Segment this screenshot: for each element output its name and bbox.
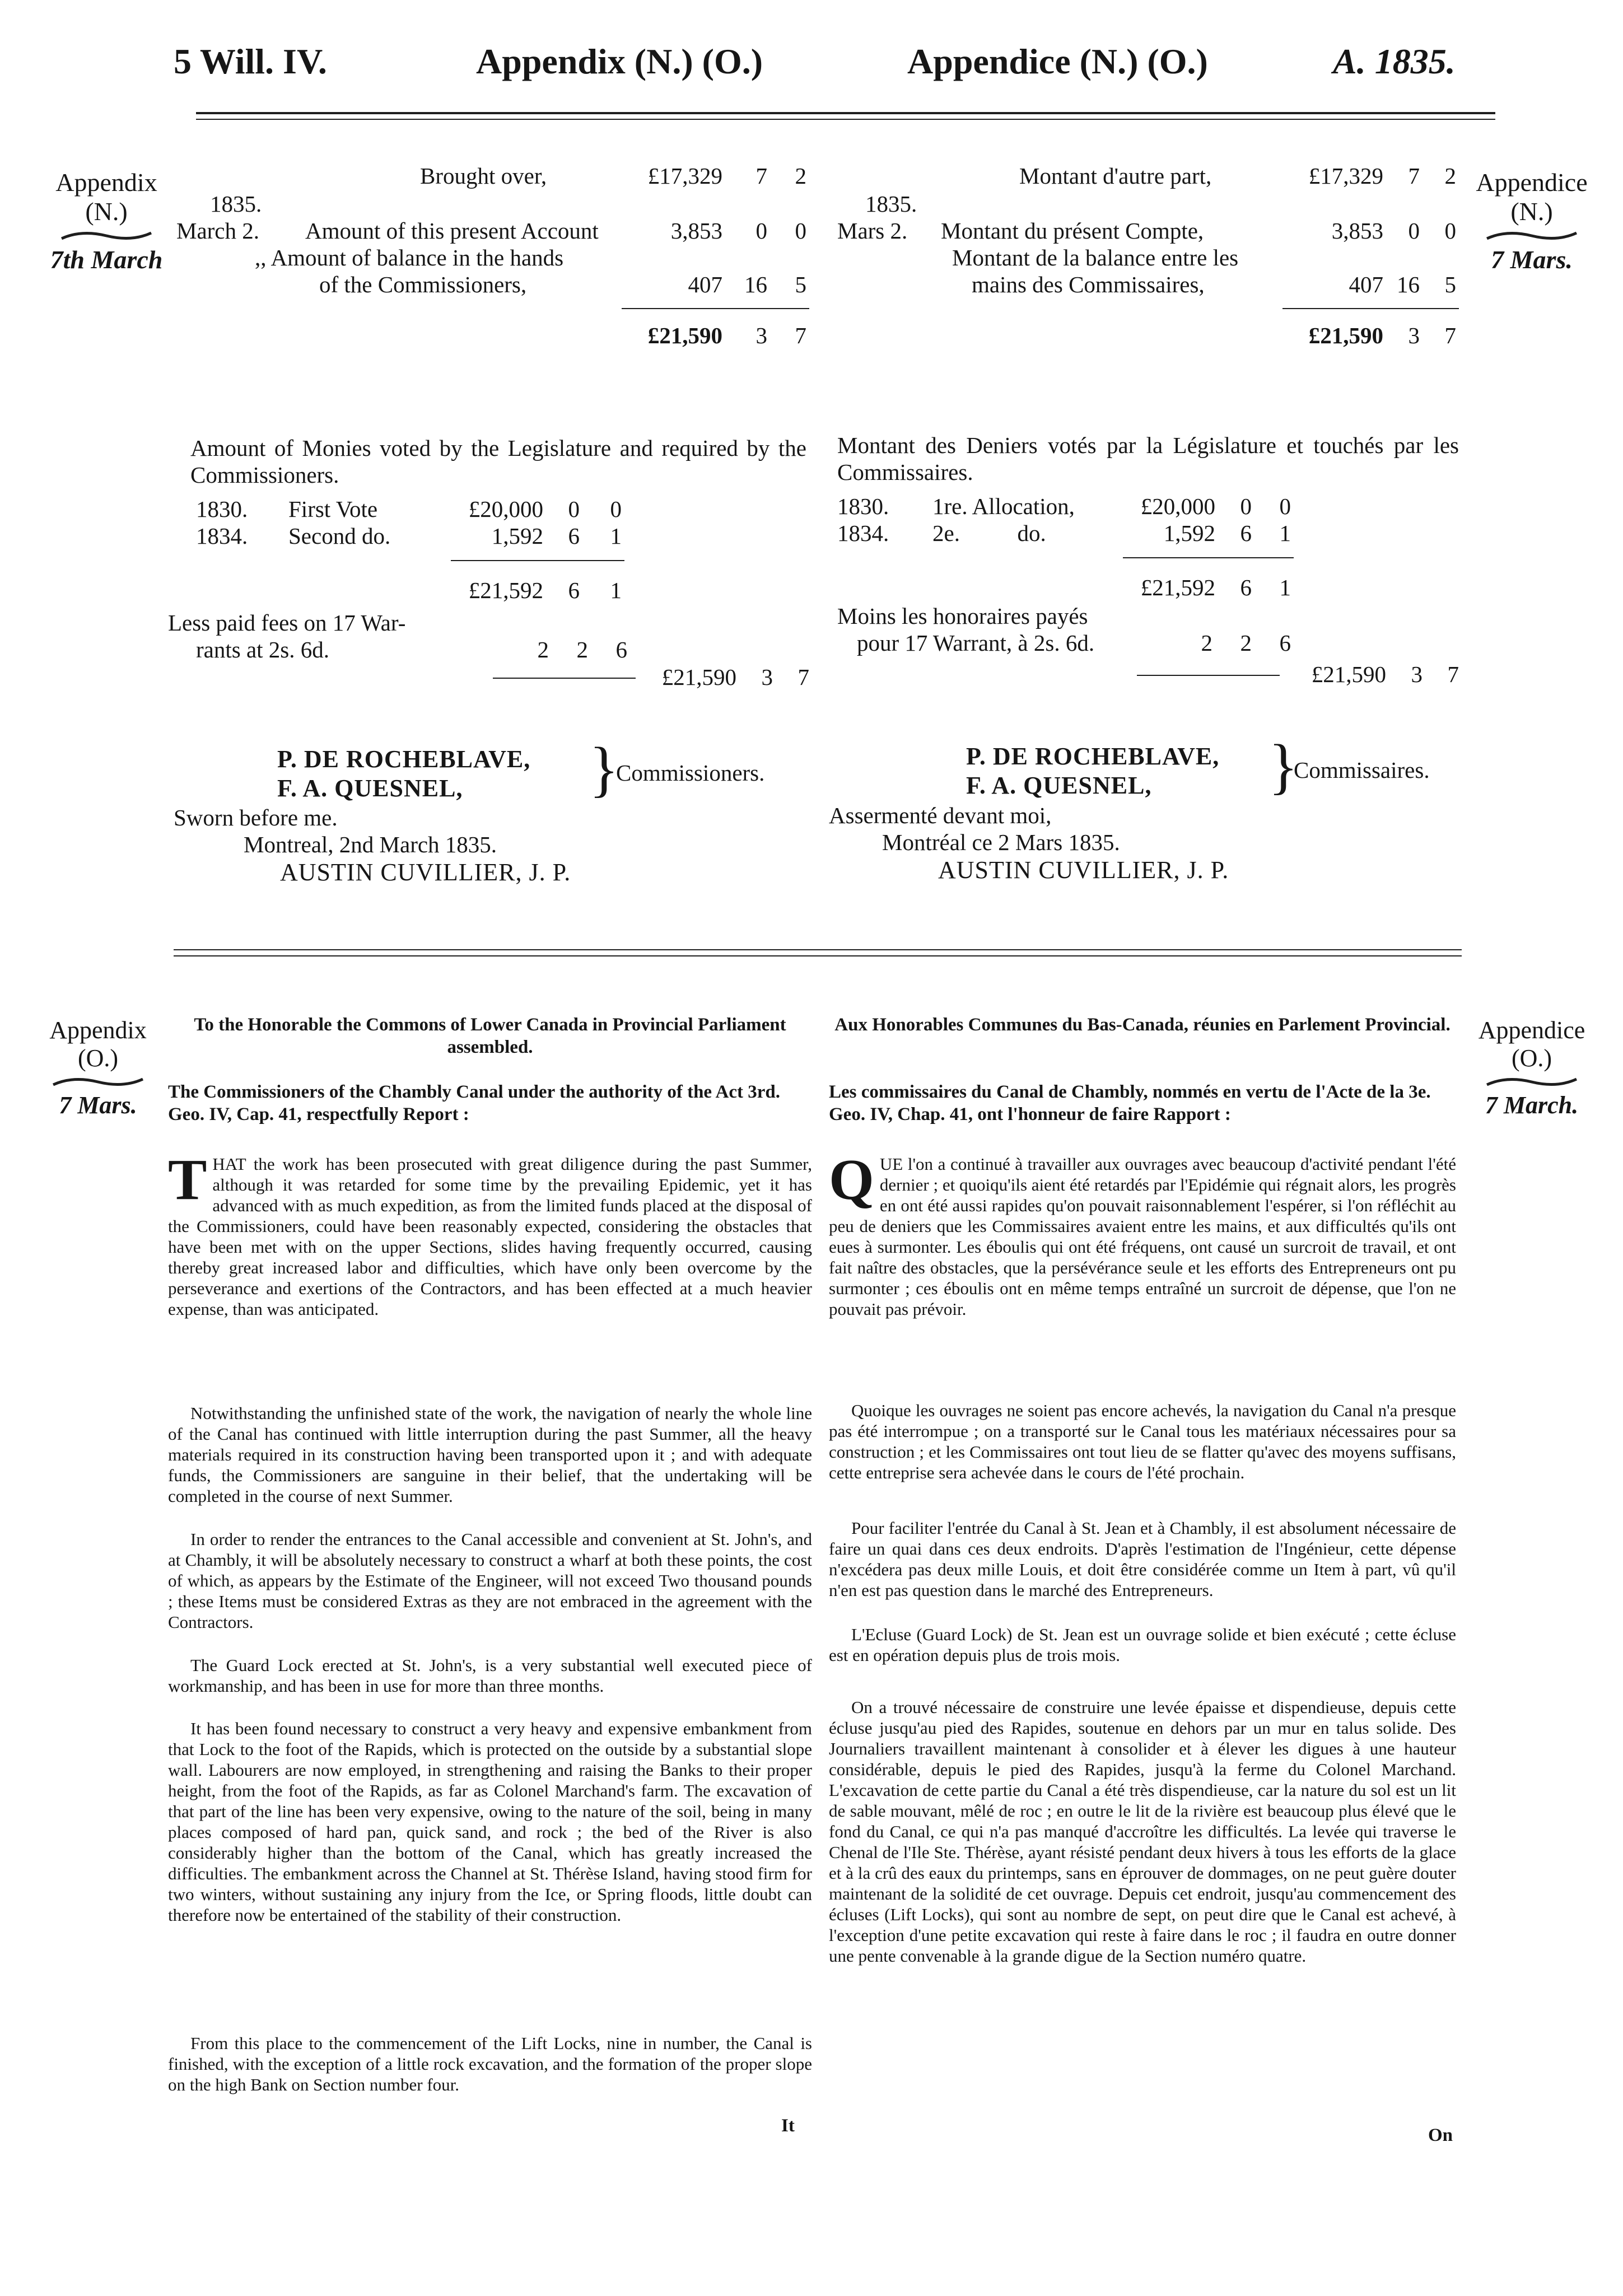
- amount-pence: 2: [795, 163, 806, 189]
- amount-pounds: 407: [1349, 272, 1383, 297]
- vote-pounds: 1,592: [491, 523, 543, 549]
- report-paragraph-2: Quoique les ouvrages ne soient pas encore achevés, la navigation du Canal n'a presque pas été interrompue ; on a transporté sur le Canal tous les matériaux nécessaires pour sa construction ; et les Commissaires ont tout lieu de se flatter qu'avec des moyens suffisans, cette entreprise sera achevée dans le cours de l'été prochain.: [829, 1401, 1456, 1482]
- account-year: 1835.: [210, 191, 262, 217]
- place-date: Montréal ce 2 Mars 1835.: [882, 829, 1120, 855]
- amount-pounds: 3,853: [670, 218, 722, 244]
- signer-rocheblave: P. DE ROCHEBLAVE,: [966, 743, 1220, 770]
- subtotal-shillings: 6: [568, 577, 580, 603]
- net-pounds: £21,590: [1311, 661, 1386, 687]
- margin-letter: (N.): [85, 197, 128, 226]
- brace-icon: }: [589, 735, 619, 803]
- fees-pounds: 2: [1201, 630, 1212, 656]
- vote-shillings: 0: [1240, 493, 1252, 519]
- justice-of-peace: AUSTIN CUVILLIER, J. P.: [938, 856, 1229, 884]
- vote-label: First Vote: [288, 496, 378, 522]
- fees-shillings: 2: [1240, 630, 1252, 656]
- justice-of-peace: AUSTIN CUVILLIER, J. P.: [280, 858, 571, 886]
- report-intro: Les commissaires du Canal de Chambly, nommés en vertu de l'Acte de la 3e. Geo. IV, Chap. 41, ont l'honneur de faire Rapport :: [829, 1082, 1431, 1124]
- report-intro: The Commissioners of the Chambly Canal under the authority of the Act 3rd. Geo. IV, Cap. 41, respectfully Report :: [168, 1082, 780, 1124]
- less-fees-label: Less paid fees on 17 War-: [168, 610, 406, 636]
- margin-note-n-right: [1456, 168, 1607, 274]
- report-title: To the Honorable the Commons of Lower Canada in Provincial Parliament assembled.: [194, 1015, 786, 1057]
- amount-pence: 0: [1444, 218, 1456, 244]
- vote-pounds: 1,592: [1163, 520, 1215, 546]
- header-year: A. 1835.: [1333, 41, 1456, 81]
- net-pence: 7: [797, 664, 809, 690]
- amount-pence: 0: [795, 218, 806, 244]
- ornament-swash-icon: [59, 230, 154, 242]
- balance-label-cont: mains des Commissaires,: [972, 272, 1205, 297]
- monies-heading: Montant des Deniers votés par la Législature et touchés par les Commissaires.: [837, 432, 1459, 485]
- header-rule: [196, 112, 1495, 114]
- vote-pence: 0: [610, 496, 622, 522]
- total-pounds: £21,590: [1308, 323, 1383, 348]
- report-paragraph-5: It has been found necessary to construct a very heavy and expensive embankment from that Lock to the foot of the Rapids, which is protected on the outside by a substantial slope wall. Labourers are now employed, in strengthening and raising the Banks to their proper height, from the foot of the Rapids, as far as Colonel Marchand's farm. The excavation of that part of the line has been very expensive, owing to the nature of the soil, being in many places composed of hard pan, quick sand, and rock ; the bed of the River is also considerably higher than the bottom of the Canal, which has greatly increased the difficulties. The embankment across the Channel at St. Thérèse Island, having stood firm for two winters, without sustaining any injury from the Ice, or Spring floods, little doubt can therefore now be entertained of the stability of their construction.: [168, 1719, 812, 1925]
- report-paragraph-1: [168, 1147, 812, 1319]
- fees-pence: 6: [615, 637, 627, 662]
- margin-date: 7 March.: [1485, 1091, 1579, 1119]
- amount-pounds: £17,329: [1308, 163, 1383, 189]
- catchword: On: [1428, 2125, 1453, 2145]
- sworn-label: Assermenté devant moi,: [829, 802, 1052, 828]
- header-rule-thin: [196, 119, 1495, 120]
- ornament-swash-icon: [1484, 230, 1579, 242]
- subtotal-pounds: £21,592: [468, 577, 543, 603]
- account-date: March 2.: [176, 218, 260, 244]
- vote-pounds: £20,000: [468, 496, 543, 522]
- margin-label: Appendix: [55, 168, 157, 197]
- report-paragraph-4: The Guard Lock erected at St. John's, is a very substantial well executed piece of workmanship, and has been in use for more than three months.: [168, 1655, 812, 1696]
- vote-shillings: 6: [568, 523, 580, 549]
- total-shillings: 3: [755, 323, 767, 348]
- section-rule: [174, 949, 1462, 950]
- less-fees-label-cont: pour 17 Warrant, à 2s. 6d.: [857, 630, 1095, 656]
- vote-year: 1834.: [837, 520, 889, 546]
- total-shillings: 3: [1408, 323, 1420, 348]
- net-pounds: £21,590: [661, 664, 736, 690]
- report-title: Aux Honorables Communes du Bas-Canada, réunies en Parlement Provincial.: [834, 1015, 1451, 1035]
- catchword: It: [781, 2116, 795, 2136]
- amount-pounds: 3,853: [1331, 218, 1383, 244]
- total-pence: 7: [1444, 323, 1456, 348]
- report-paragraph-2: Notwithstanding the unfinished state of the work, the navigation of nearly the whole line of the Canal has continued with little interruption during the past Summer, all the heavy materials required in its construction having been transported upon it ; and with adequate funds, the Commissioners are sanguine in their belief, that the undertaking will be completed in the course of next Summer.: [168, 1403, 812, 1506]
- subtotal-pounds: £21,592: [1140, 575, 1215, 600]
- sum-rule: [1282, 308, 1459, 309]
- amount-pounds: £17,329: [647, 163, 722, 189]
- ornament-swash-icon: [50, 1076, 146, 1088]
- brought-over-label: Montant d'autre part,: [1019, 163, 1212, 189]
- sum-rule: [622, 308, 809, 309]
- balance-label-cont: of the Commissioners,: [319, 272, 527, 297]
- total-pence: 7: [795, 323, 806, 348]
- balance-label: Montant de la balance entre les: [952, 245, 1239, 270]
- subtotal-pence: 1: [610, 577, 622, 603]
- vote-label: 1re. Allocation,: [932, 493, 1075, 519]
- drop-cap: T: [168, 1147, 207, 1212]
- header-reign: 5 Will. IV.: [174, 41, 327, 81]
- drop-cap: Q: [829, 1147, 874, 1212]
- paragraph-text: HAT the work has been prosecuted with great diligence during the past Summer, although it was retarded for some time by the prevailing Epidemic, yet it has advanced with as much expedition, as from the limited funds placed at the disposal of the Commissioners, could have been reasonably expected, considering the obstacles that have been met with on the upper Sections, slides having frequently occurred, causing thereby great increased labor and difficulties, which have only been overcome by the perseverance and exertions of the Contractors, and has been effected at a much heavier expense, than was anticipated.: [168, 1154, 812, 1319]
- report-paragraph-3: In order to render the entrances to the Canal accessible and convenient at St. John's, and at Chambly, it will be absolutely necessary to construct a wharf at both these points, the cost of which, as appears by the Estimate of the Engineer, will not exceed Two thousand pounds ; these Items must be considered Extras as they are not embraced in the agreement with the Contractors.: [168, 1529, 812, 1632]
- present-account-label: Amount of this present Account: [305, 218, 599, 244]
- margin-letter: (O.): [77, 1044, 119, 1072]
- margin-date: 7 Mars.: [59, 1091, 137, 1119]
- sum-rule: [1123, 557, 1294, 558]
- report-paragraph-1: [829, 1147, 1456, 1319]
- paragraph-text: UE l'on a continué à travailler aux ouvrages avec beaucoup d'activité pendant l'été dernier ; et quoiqu'ils aient été retardés par l'Epidémie qui régnait alors, les progrès en ont été aussi rapides qu'on pouvait raisonnablement l'espérer, si l'on réfléchit au peu de deniers que les Commissaires avaient entre les mains, et aux difficultés qu'ils ont eues à surmonter. Les éboulis qui ont été fréquens, ont causé un surcroit de travail, et ont fait naître des obstacles, que la persévérance seule et les efforts des Entrepreneurs ont pu surmonter ; ces éboulis ont en même temps entraîné un surcroit de dépense, que l'on ne pouvait pas prévoir.: [829, 1154, 1456, 1319]
- amount-pounds: 407: [688, 272, 722, 297]
- amount-shillings: 7: [755, 163, 767, 189]
- margin-letter: (O.): [1511, 1044, 1552, 1072]
- header-appendix-fr: Appendice (N.) (O.): [907, 41, 1208, 81]
- ornament-swash-icon: [1484, 1076, 1579, 1088]
- amount-pence: 5: [1444, 272, 1456, 297]
- net-shillings: 3: [761, 664, 773, 690]
- vote-year: 1834.: [196, 523, 248, 549]
- net-pence: 7: [1447, 661, 1459, 687]
- subtotal-pence: 1: [1279, 575, 1291, 600]
- signer-role: Commissaires.: [1294, 757, 1430, 783]
- margin-label: Appendice: [1478, 1016, 1585, 1044]
- signer-quesnel: F. A. QUESNEL,: [277, 774, 463, 802]
- signer-role: Commissioners.: [616, 760, 765, 786]
- margin-date: 7 Mars.: [1491, 245, 1573, 274]
- report-paragraph-6: From this place to the commencement of the Lift Locks, nine in number, the Canal is finished, with the exception of a little rock excavation, and the formation of the proper slope on the high Bank on Section number four.: [168, 2033, 812, 2094]
- amount-pence: 5: [795, 272, 806, 297]
- amount-pence: 2: [1444, 163, 1456, 189]
- monies-heading: Amount of Monies voted by the Legislature and required by the Commissioners.: [190, 435, 806, 488]
- vote-pence: 1: [610, 523, 622, 549]
- margin-letter: (N.): [1510, 197, 1553, 226]
- amount-shillings: 0: [755, 218, 767, 244]
- margin-note-n-left: [34, 168, 179, 274]
- vote-shillings: 6: [1240, 520, 1252, 546]
- margin-label: Appendice: [1476, 168, 1588, 197]
- less-fees-label-cont: rants at 2s. 6d.: [196, 637, 329, 662]
- margin-note-o-left: [28, 1016, 168, 1119]
- less-fees-label: Moins les honoraires payés: [837, 603, 1088, 629]
- vote-pounds: £20,000: [1140, 493, 1215, 519]
- brought-over-label: Brought over,: [420, 163, 547, 189]
- vote-year: 1830.: [837, 493, 889, 519]
- net-shillings: 3: [1411, 661, 1423, 687]
- vote-pence: 1: [1279, 520, 1291, 546]
- account-year: 1835.: [865, 191, 917, 217]
- account-date: Mars 2.: [837, 218, 908, 244]
- report-paragraph-5: On a trouvé nécessaire de construire une levée épaisse et dispendieuse, depuis cette écluse jusqu'au pied des Rapides, soutenue en dehors par un mur en talus solide. Des Journaliers travaillent maintenant à consolider et à élever les digues à une hauteur considérable, depuis le pied des Rapides, jusqu'à la ferme du Colonel Marchand. L'excavation de cette partie du Canal a été très dispendieuse, car la nature du sol est un lit de sable mouvant, mêlé de roc ; en outre le lit de la rivière est beaucoup plus élevé que le fond du Canal, ce qui n'a pas manqué d'accroître les difficultés. La levée qui traverse le Chenal de l'Ile Ste. Thérèse, ayant résisté pendant deux hivers à tous les efforts de la glace et à la crû des eaux du printemps, sans en éprouver de dommages, on ne peut guère douter maintenant de la solidité de cet ouvrage. Depuis cet endroit, jusqu'au commencement des écluses (Lift Locks), qui sont au nombre de sept, on peut dire que le Canal est achevé, à l'exception d'une petite excavation qui reste à faire dans le roc ; il faudra en outre donner une pente convenable à la grande digue de la Section numéro quatre.: [829, 1697, 1456, 1966]
- amount-shillings: 16: [744, 272, 767, 297]
- sum-rule: [451, 560, 624, 561]
- amount-shillings: 0: [1408, 218, 1420, 244]
- signer-rocheblave: P. DE ROCHEBLAVE,: [277, 745, 531, 773]
- vote-label: 2e. do.: [932, 520, 1046, 546]
- subtotal-shillings: 6: [1240, 575, 1252, 600]
- balance-label: ,, Amount of balance in the hands: [255, 245, 564, 270]
- vote-pence: 0: [1279, 493, 1291, 519]
- place-date: Montreal, 2nd March 1835.: [244, 832, 497, 857]
- amount-shillings: 7: [1408, 163, 1420, 189]
- vote-label: Second do.: [288, 523, 391, 549]
- header-appendix-en: Appendix (N.) (O.): [476, 41, 763, 81]
- brace-icon: }: [1268, 732, 1298, 800]
- fees-pounds: 2: [537, 637, 549, 662]
- fees-pence: 6: [1279, 630, 1291, 656]
- dash-rule: [1137, 675, 1280, 676]
- vote-shillings: 0: [568, 496, 580, 522]
- vote-year: 1830.: [196, 496, 248, 522]
- fees-shillings: 2: [576, 637, 588, 662]
- total-pounds: £21,590: [647, 323, 722, 348]
- amount-shillings: 16: [1397, 272, 1420, 297]
- section-rule-thin: [174, 955, 1462, 956]
- dash-rule: [493, 678, 636, 679]
- report-paragraph-3: Pour faciliter l'entrée du Canal à St. Jean et à Chambly, il est absolument nécessaire de faire un quai dans ces deux endroits. D'après l'estimation de l'Ingénieur, cette dépense n'excédera pas deux mille Louis, et doit être considérée comme un Item à part, vû qu'il n'en est pas question dans le marché des Entrepreneurs.: [829, 1518, 1456, 1600]
- signer-quesnel: F. A. QUESNEL,: [966, 772, 1152, 799]
- report-paragraph-4: L'Ecluse (Guard Lock) de St. Jean est un ouvrage solide et bien exécuté ; cette écluse est en opération depuis plus de trois mois.: [829, 1625, 1456, 1665]
- margin-date: 7th March: [50, 245, 163, 274]
- present-account-label: Montant du présent Compte,: [941, 218, 1204, 244]
- margin-label: Appendix: [49, 1016, 147, 1044]
- margin-note-o-right: [1456, 1016, 1607, 1119]
- sworn-label: Sworn before me.: [174, 805, 338, 830]
